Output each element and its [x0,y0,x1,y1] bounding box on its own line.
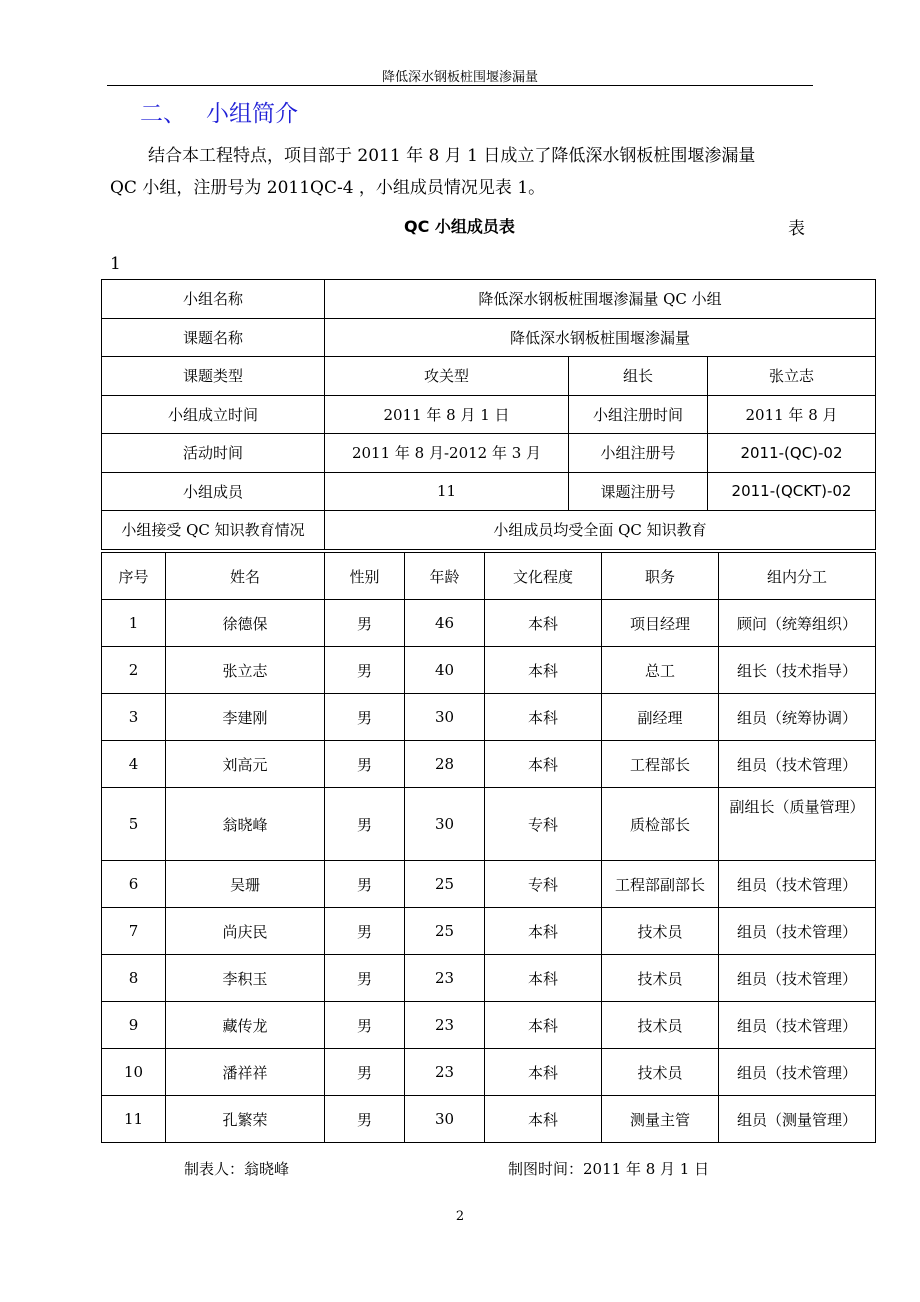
table-row [102,357,876,396]
table-row [102,318,876,357]
cell-role: 组员（技术管理） [719,1002,876,1049]
leader-label: 组长 [569,357,708,396]
cell-gender: 男 [325,1002,405,1049]
cell-role: 组员（技术管理） [719,1049,876,1096]
cell-gender: 男 [325,908,405,955]
table-row [102,694,876,741]
table-row [102,741,876,788]
table-caption-number: 1 [110,254,121,274]
cell-gender: 男 [325,694,405,741]
cell-name: 翁晓峰 [166,788,325,861]
table-date: 制图时间：2011 年 8 月 1 日 [508,1160,710,1178]
header-rule [107,85,813,86]
cell-gender: 男 [325,1049,405,1096]
cell-name: 张立志 [166,647,325,694]
table-maker: 制表人：翁晓峰 [184,1160,290,1178]
cell-index: 6 [102,861,166,908]
table-row [102,647,876,694]
cell-name: 藏传龙 [166,1002,325,1049]
section-number: 二、 [140,101,186,127]
cell-age: 40 [405,647,485,694]
cell-index: 7 [102,908,166,955]
topic-name-value: 降低深水钢板桩围堰渗漏量 [325,318,876,357]
table-row [102,908,876,955]
cell-name: 徐德保 [166,600,325,647]
cell-education: 本科 [485,647,602,694]
group-info-table [101,279,876,550]
page-header-title: 降低深水钢板桩围堰渗漏量 [381,70,538,85]
cell-age: 25 [405,861,485,908]
founded-label: 小组成立时间 [102,395,325,434]
table-row [102,788,876,861]
reg-no-label: 小组注册号 [569,434,708,473]
topic-reg-label: 课题注册号 [569,472,708,511]
cell-age: 23 [405,1002,485,1049]
cell-education: 专科 [485,788,602,861]
cell-age: 23 [405,1049,485,1096]
cell-role: 组长（技术指导） [719,647,876,694]
cell-role: 组员（技术管理） [719,741,876,788]
cell-index: 8 [102,955,166,1002]
cell-education: 本科 [485,1049,602,1096]
cell-education: 本科 [485,694,602,741]
table-row [102,1002,876,1049]
reg-no-value: 2011-(QC)-02 [708,434,876,473]
header-gender: 性别 [325,553,405,600]
table-header-row [102,553,876,600]
header-role: 组内分工 [719,553,876,600]
cell-role: 组员（技术管理） [719,908,876,955]
registered-value: 2011 年 8 月 [708,395,876,434]
topic-reg-value: 2011-(QCKT)-02 [708,472,876,511]
cell-index: 1 [102,600,166,647]
table-row [102,511,876,550]
topic-type-value: 攻关型 [325,357,569,396]
cell-name: 潘祥祥 [166,1049,325,1096]
cell-role: 组员（统筹协调） [719,694,876,741]
cell-index: 2 [102,647,166,694]
cell-gender: 男 [325,647,405,694]
cell-index: 4 [102,741,166,788]
table-row [102,472,876,511]
cell-gender: 男 [325,955,405,1002]
education-label: 小组接受 QC 知识教育情况 [102,511,325,550]
cell-education: 本科 [485,741,602,788]
cell-age: 23 [405,955,485,1002]
cell-name: 吴珊 [166,861,325,908]
table-row [102,280,876,319]
cell-position: 副经理 [602,694,719,741]
cell-age: 30 [405,1096,485,1143]
cell-age: 30 [405,788,485,861]
leader-value: 张立志 [708,357,876,396]
cell-name: 李建刚 [166,694,325,741]
cell-name: 孔繁荣 [166,1096,325,1143]
founded-value: 2011 年 8 月 1 日 [325,395,569,434]
members-label: 小组成员 [102,472,325,511]
cell-index: 5 [102,788,166,861]
cell-age: 25 [405,908,485,955]
group-name-value: 降低深水钢板桩围堰渗漏量 QC 小组 [325,280,876,319]
header-position: 职务 [602,553,719,600]
cell-gender: 男 [325,1096,405,1143]
cell-education: 本科 [485,908,602,955]
cell-index: 3 [102,694,166,741]
header-age: 年龄 [405,553,485,600]
cell-position: 技术员 [602,1002,719,1049]
activity-label: 活动时间 [102,434,325,473]
cell-index: 10 [102,1049,166,1096]
table-row [102,1049,876,1096]
header-name: 姓名 [166,553,325,600]
cell-gender: 男 [325,861,405,908]
cell-position: 测量主管 [602,1096,719,1143]
header-education: 文化程度 [485,553,602,600]
cell-role: 组员（技术管理） [719,861,876,908]
cell-education: 专科 [485,861,602,908]
group-name-label: 小组名称 [102,280,325,319]
cell-position: 项目经理 [602,600,719,647]
cell-age: 30 [405,694,485,741]
cell-education: 本科 [485,1096,602,1143]
members-table [101,552,876,1143]
cell-education: 本科 [485,1002,602,1049]
cell-gender: 男 [325,600,405,647]
activity-value: 2011 年 8 月-2012 年 3 月 [325,434,569,473]
cell-index: 9 [102,1002,166,1049]
cell-role: 副组长（质量管理） [719,788,876,861]
cell-role: 组员（测量管理） [719,1096,876,1143]
cell-education: 本科 [485,600,602,647]
section-title: 小组简介 [206,101,298,127]
cell-name: 李积玉 [166,955,325,1002]
cell-position: 质检部长 [602,788,719,861]
cell-education: 本科 [485,955,602,1002]
cell-position: 总工 [602,647,719,694]
topic-type-label: 课题类型 [102,357,325,396]
table-caption: QC 小组成员表 [404,217,515,236]
cell-position: 技术员 [602,908,719,955]
cell-position: 工程部长 [602,741,719,788]
cell-position: 技术员 [602,955,719,1002]
cell-role: 组员（技术管理） [719,955,876,1002]
cell-role: 顾问（统筹组织） [719,600,876,647]
cell-name: 刘高元 [166,741,325,788]
table-row [102,1096,876,1143]
table-caption-label: 表 [788,219,805,239]
section-heading [140,95,298,128]
cell-gender: 男 [325,788,405,861]
topic-name-label: 课题名称 [102,318,325,357]
education-value: 小组成员均受全面 QC 知识教育 [325,511,876,550]
table-row [102,434,876,473]
cell-name: 尚庆民 [166,908,325,955]
intro-line-1: 结合本工程特点，项目部于 2011 年 8 月 1 日成立了降低深水钢板桩围堰渗漏量 [148,146,756,166]
cell-age: 28 [405,741,485,788]
cell-position: 工程部副部长 [602,861,719,908]
page-number: 2 [455,1209,465,1224]
registered-label: 小组注册时间 [569,395,708,434]
header-index: 序号 [102,553,166,600]
table-row [102,600,876,647]
table-row [102,955,876,1002]
cell-gender: 男 [325,741,405,788]
cell-age: 46 [405,600,485,647]
table-row [102,395,876,434]
intro-line-2: QC 小组，注册号为 2011QC-4 ，小组成员情况见表 1。 [110,178,546,198]
members-value: 11 [325,472,569,511]
cell-position: 技术员 [602,1049,719,1096]
cell-index: 11 [102,1096,166,1143]
table-row [102,861,876,908]
